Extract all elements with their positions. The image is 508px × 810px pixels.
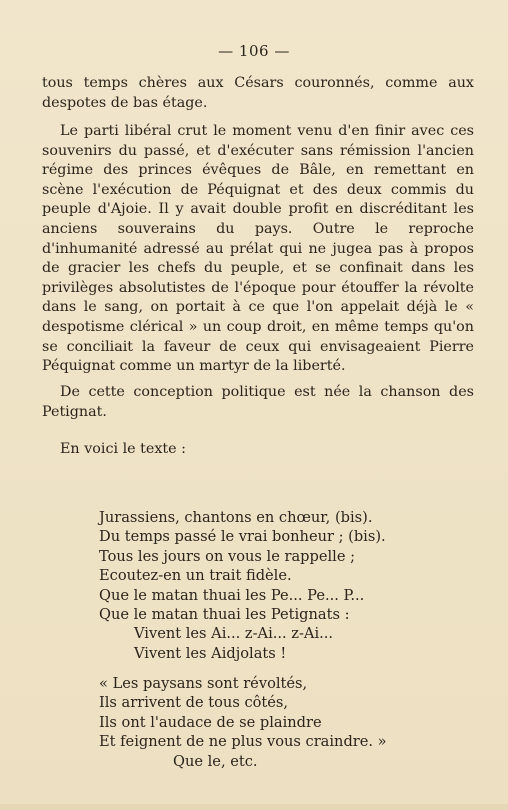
- poem-line: Que le matan thuai les Petignats :: [99, 606, 350, 624]
- poem-line: Du temps passé le vrai bonheur ; (bis).: [99, 528, 386, 546]
- paragraph-1: [42, 74, 474, 113]
- poem-line: Vivent les Aidjolats !: [134, 644, 287, 662]
- poem-line: Et feignent de ne plus vous craindre. »: [99, 733, 387, 751]
- poem-line: Ecoutez-en un trait fidèle.: [99, 567, 292, 585]
- poem-stanza-1: [99, 508, 386, 663]
- poem-line: Ils arrivent de tous côtés,: [99, 694, 289, 712]
- paragraph-4: [42, 440, 474, 460]
- paragraph-text: tous temps chères aux Césars couronnés, comme aux despotes de bas étage.: [42, 75, 474, 111]
- poem-line: Vivent les Ai... z-Ai... z-Ai...: [134, 625, 334, 643]
- poem-line: « Les paysans sont révoltés,: [99, 675, 308, 692]
- paragraph-2: [42, 122, 474, 377]
- paragraph-text: En voici le texte :: [60, 441, 186, 457]
- poem-line: Jurassiens, chantons en chœur, (bis).: [99, 509, 373, 526]
- poem-line: Que le matan thuai les Pe... Pe... P...: [99, 586, 365, 604]
- poem-line: Tous les jours on vous le rappelle ;: [99, 547, 356, 565]
- paragraph-text: De cette conception politique est née la chanson des Petignat.: [42, 384, 474, 420]
- poem-line: Ils ont l'audace de se plaindre: [99, 713, 322, 731]
- poem-line: Que le, etc.: [173, 752, 258, 770]
- paragraph-text: Le parti libéral crut le moment venu d'en finir avec ces souvenirs du passé, et d'exécuter sans rémission l'ancien régime des princes évêques de Bâle, en remettant en scène l'exécution de Péquignat et des deux commis du peuple d'Ajoie. Il y avait double profit en discréditant les anciens souverains du pays. Outre le reproche d'inhumanité adressé au prélat qui ne jugea pas à propos de gracier les chefs du peuple, et se confinait dans les privilèges absolutistes de l'époque pour étouffer la révolte dans le sang, on portait à ce que l'on appelait déjà le « despotisme clérical » un coup droit, en même temps qu'on se conciliait la faveur de ceux qui envisageaient Pierre Péquignat comme un martyr de la liberté.: [42, 123, 474, 375]
- paragraph-3: [42, 383, 474, 422]
- poem-stanza-2: [99, 674, 387, 771]
- page-number: — 106 —: [218, 42, 290, 60]
- page-edge: [0, 804, 508, 810]
